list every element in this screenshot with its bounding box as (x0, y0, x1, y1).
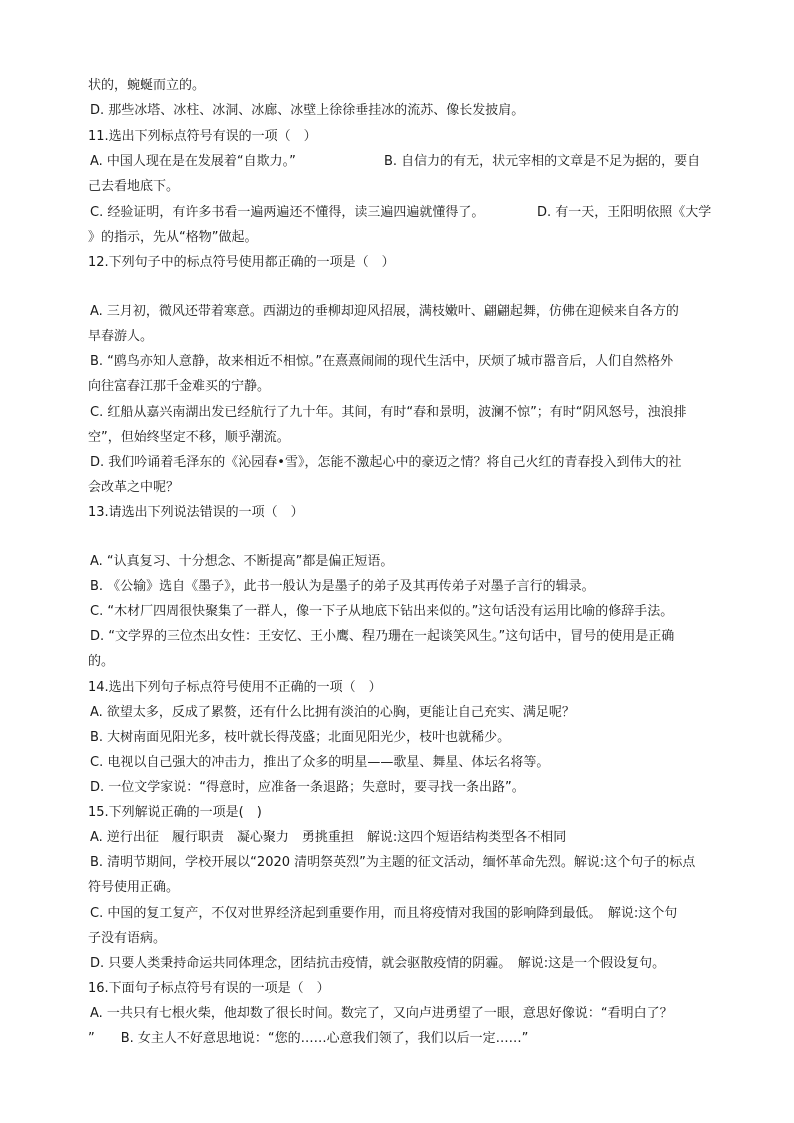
question-16: 16.下面句子标点符号有误的一项是（ ） (88, 981, 330, 996)
option-d: D. 有一天，王阳明依照《大学 (537, 205, 712, 220)
text-line: 早春游人。 (88, 329, 154, 344)
option-d: D. 那些冰塔、冰柱、冰洞、冰廊、冰壁上徐徐垂挂冰的流苏、像长发披肩。 (90, 103, 525, 118)
question-14: 14.选出下列句子标点符号使用不正确的一项（ ） (88, 680, 382, 695)
text-line: 向往富春江那千金难买的宁静。 (88, 379, 271, 394)
text-line: 会改革之中呢？ (88, 480, 180, 495)
text-line: 的。 (88, 654, 115, 669)
option-a: A. 逆行出征 履行职责 凝心聚力 勇挑重担 解说:这四个短语结构类型各不相同 (90, 830, 567, 845)
text-line: 子没有语病。 (88, 931, 167, 946)
option-b: B. 自信力的有无，状元宰相的文章是不足为据的，要自 (384, 154, 701, 169)
option-b: B. 《公输》选自《墨子》，此书一般认为是墨子的弟子及其再传弟子对墨子言行的辑录。 (90, 579, 595, 594)
option-b: B. “鸥鸟亦知人意静，故来相近不相惊。”在熹熹闹闹的现代生活中，厌烦了城市嚣音后，人们自然格外 (90, 354, 674, 369)
question-11: 11.选出下列标点符号有误的一项（ ） (88, 129, 317, 144)
option-c: C. 中国的复工复产，不仅对世界经济起到重要作用，而且将疫情对我国的影响降到最低。 解说:这个句 (90, 906, 678, 921)
option-b: B. 清明节期间，学校开展以“2020 清明祭英烈”为主题的征文活动，缅怀革命先烈。解说:这个句子的标点 (90, 855, 696, 870)
option-c: C. 电视以自己强大的冲击力，推出了众多的明星——歌星、舞星、体坛名将等。 (90, 755, 550, 770)
option-d: D. 我们吟诵着毛泽东的《沁园春•雪》，怎能不激起心中的豪迈之情？将自己火红的青春投入到伟大的社 (90, 455, 682, 470)
option-d: D. “文学界的三位杰出女性：王安忆、王小鹰、程乃珊在一起谈笑风生。”这句话中，冒号的使用是正确 (90, 629, 675, 644)
option-b: ” B. 女主人不好意思地说：“您的……心意我们领了，我们以后一定……” (88, 1031, 529, 1046)
option-d: D. 一位文学家说：“得意时，应准备一条退路；失意时，要寻找一条出路”。 (90, 780, 525, 795)
option-c: C. “木材厂四周很快聚集了一群人，像一下子从地底下钻出来似的。”这句话没有运用比喻的修辞手法。 (90, 604, 674, 619)
option-d: D. 只要人类秉持命运共同体理念，团结抗击疫情，就会驱散疫情的阴霾。 解说:这是一个假设复句。 (90, 956, 666, 971)
option-b: B. 大树南面见阳光多，枝叶就长得茂盛；北面见阳光少，枝叶也就稀少。 (90, 730, 511, 745)
option-a: A. 欲望太多，反成了累赘，还有什么比拥有淡泊的心胸，更能让自己充实、满足呢？ (90, 705, 575, 720)
text-line: 空”，但始终坚定不移，顺乎潮流。 (88, 430, 290, 445)
text-line: 状的，蜿蜒而立的。 (88, 78, 206, 93)
question-15: 15.下列解说正确的一项是( ) (88, 805, 262, 820)
option-a: A. 中国人现在是在发展着“自欺力。” (90, 154, 296, 169)
option-a: A. “认真复习、十分想念、不断提高”都是偏正短语。 (90, 554, 394, 569)
question-13: 13.请选出下列说法错误的一项（ ） (88, 505, 304, 520)
text-line: 己去看地底下。 (88, 179, 180, 194)
text-line: 符号使用正确。 (88, 880, 180, 895)
option-c: C. 经验证明，有许多书看一遍两遍还不懂得，读三遍四遍就懂得了。 (90, 205, 485, 220)
option-a: A. 三月初，微风还带着寒意。西湖边的垂柳却迎风招展，满枝嫩叶、翩翩起舞，仿佛在迎候来自各方的 (90, 304, 679, 319)
text-line: 》的指示，先从“格物”做起。 (88, 230, 258, 245)
question-12: 12.下列句子中的标点符号使用都正确的一项是（ ） (88, 255, 395, 270)
option-c: C. 红船从嘉兴南湖出发已经航行了九十年。其间，有时“春和景明，波澜不惊”；有时“阴风怒号，浊浪排 (90, 405, 687, 420)
option-a: A. 一共只有七根火柴，他却数了很长时间。数完了，又向卢进勇望了一眼，意思好像说：“看明白了？ (90, 1006, 673, 1021)
